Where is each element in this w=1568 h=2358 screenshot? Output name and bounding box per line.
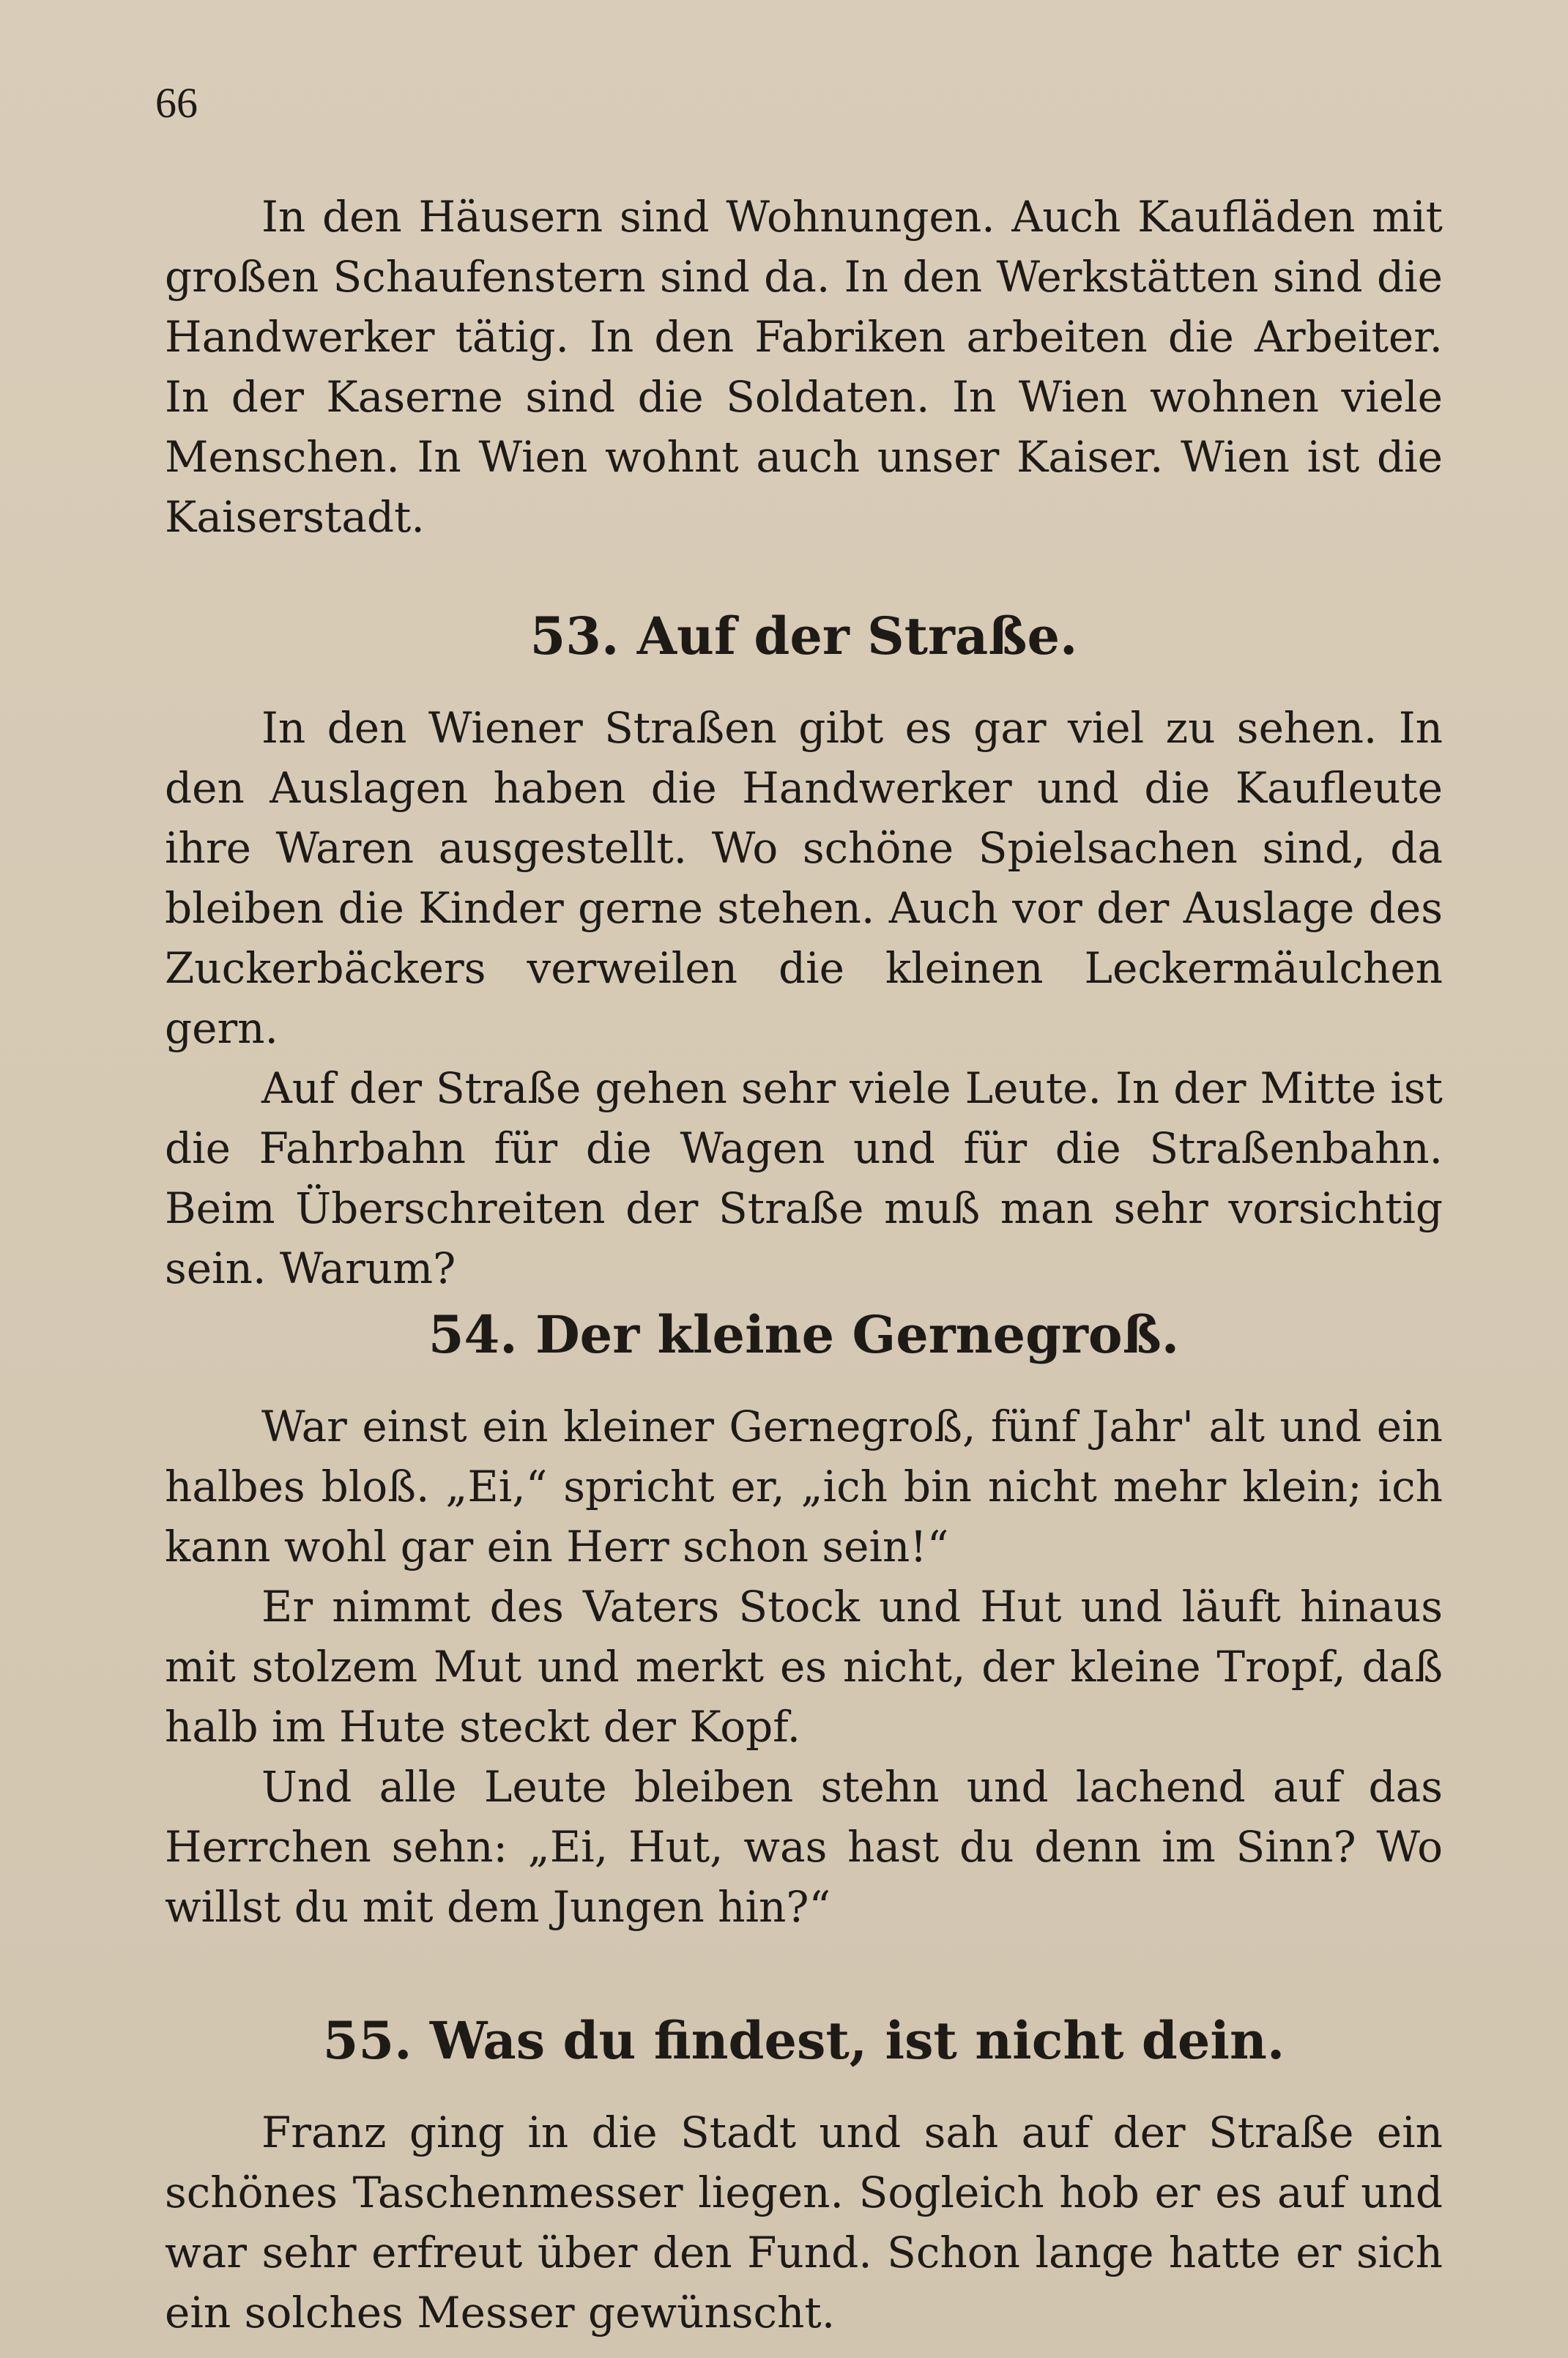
page-content — [165, 187, 1443, 2343]
paragraph: In den Häusern sind Wohnungen. Auch Kaufläden mit großen Schaufenstern sind da. In den Werkstätten sind die Handwerker tätig. In den Fabriken arbeiten die Arbeiter. In der Kaserne sind die Soldaten. In Wien wohnen viele Menschen. In Wien wohnt auch unser Kaiser. Wien ist die Kaiserstadt. — [165, 192, 1443, 542]
section-title: 54. Der kleine Gernegroß. — [428, 1304, 1180, 1365]
paragraph: Auf der Straße gehen sehr viele Leute. In der Mitte ist die Fahrbahn für die Wagen und für die Straßenbahn. Beim Überschreiten der Straße muß man sehr vorsichtig sein. Warum? — [165, 1063, 1443, 1293]
paragraph: In den Wiener Straßen gibt es gar viel zu sehen. In den Auslagen haben die Handwerker und die Kaufleute ihre Waren ausgestellt. Wo schöne Spielsachen sind, da bleiben die Kinder gerne stehen. Auch vor der Auslage des Zuckerbäckers verweilen die kleinen Leckermäulchen gern. — [165, 703, 1443, 1053]
paragraph: Franz ging in die Stadt und sah auf der Straße ein schönes Taschenmesser liegen. Sogleich hob er es auf und war sehr erfreut über den Fund. Schon lange hatte er sich ein solches Messer gewünscht. — [165, 2108, 1443, 2337]
section-title: 55. Was du findest, ist nicht dein. — [322, 2010, 1285, 2071]
section-title: 53. Auf der Straße. — [530, 606, 1078, 666]
page-number: 66 — [155, 79, 198, 127]
paragraph: War einst ein kleiner Gernegroß, fünf Jahr' alt und ein halbes bloß. „Ei,“ spricht er, „ich bin nicht mehr klein; ich kann wohl gar ein Herr schon sein!“ — [165, 1402, 1443, 1572]
paragraph: Er nimmt des Vaters Stock und Hut und läuft hinaus mit stolzem Mut und merkt es nicht, der kleine Tropf, daß halb im Hute steckt der Kopf. — [165, 1582, 1443, 1752]
paragraph: Und alle Leute bleiben stehn und lachend auf das Herrchen sehn: „Ei, Hut, was hast du denn im Sinn? Wo willst du mit dem Jungen hin?“ — [165, 1762, 1443, 1932]
